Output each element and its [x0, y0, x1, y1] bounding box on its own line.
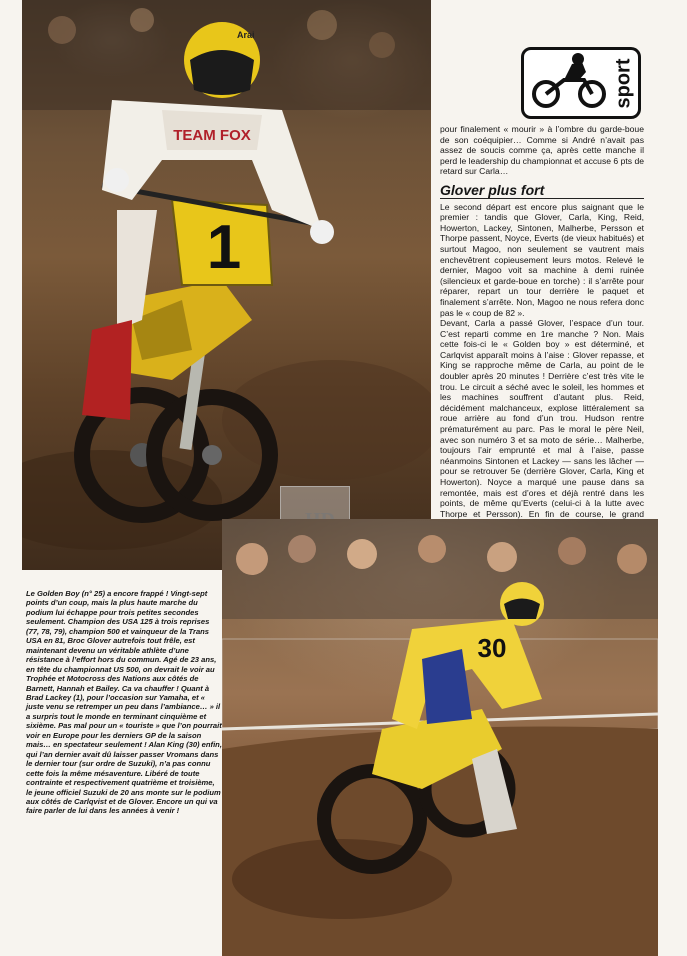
photo-lackey-rider	[22, 0, 431, 570]
helmet-brand: Arai	[237, 30, 255, 40]
jersey-text: TEAM FOX	[173, 127, 251, 144]
sport-word: sport	[612, 58, 635, 109]
section-subhead: Glover plus fort	[440, 185, 644, 199]
bib-number: 30	[477, 633, 507, 663]
column-paragraph-1: Le second départ est encore plus saignant que le premier : tandis que Glover, Carla, King, Reid, Howerton, Lackey, Sintonen, Malherbe, Persson et Thorpe passent, Noyce, Everts (de vieux habitués) et surtout Magoo, non seulement se vautrent mais enchevêtrent copieusement leurs motos. Relevé le dernier, Magoo voit sa machine à demi ruinée (silencieux et garde-boue en torche) : il s’arrête pour réparer, repart un tour derrière le paquet et finalement s’arrête. Non, Magoo ne nous refera donc pas le « coup de 82 ».	[440, 201, 644, 318]
front-plate-number: 1	[206, 213, 242, 282]
photo-caption: Le Golden Boy (n° 25) a encore frappé ! Vingt-sept points d’un coup, mais la plus haute marche du podium lui échappe pour trois petites secondes seulement. Champion des USA 125 à trois reprises (77, 78, 79), champion 500 et vainqueur de la Trans USA en 81, Broc Glover autrefois tout frêle, est maintenant devenu un véritable athlète d’une résistance à l’effort hors du commun. Agé de 23 ans, en tête du championnat US 500, on devrait le voir au Trophée et Motocross des Nations aux côtés de Barnett, Hannah et Bailey. Ca va chauffer ! Quant à Brad Lackey (1), pour l’occasion sur Yamaha, et « juste venu se retremper un peu dans l’ambiance… » il a surpris tout le monde en terminant cinquième et sixième. Pas mal pour un « touriste » que l’on pourrait voir en Europe pour les derniers GP de la saison mais… en spectateur seulement ! Alan King (30) enfin, qui l’an dernier avait dû laisser passer Vromans dans le dernier tour (sur ordre de Suzuki), n’a pas connu cette fois la même mésaventure. Libéré de toute contrainte et respectivement quatrième et troisième, le jeune officiel Suzuki de 20 ans monte sur le podium aux côtés de Carlqvist et de Glover. Encore un qui va faire parler de lui dans les années à venir !	[26, 589, 222, 816]
king-illustration	[222, 519, 658, 956]
photo-king-rider	[222, 519, 658, 956]
sport-section-logo	[521, 47, 641, 119]
lackey-illustration	[22, 0, 431, 570]
column-paragraph-2: Devant, Carla a passé Glover, l’espace d’un tour. C’est reparti comme en 1re manche ? Non. Mais cette fois-ci le « Golden boy » est déterminé, et Carlqvist apparaît moins à l’aise : Glover repasse, et King se rapproche même de Carla, au point de le doubler après 20 minutes ! Derrière c’est très vite le trou. Le circuit a séché avec le soleil, les hommes et les machines souffrent d’autant plus. Reid, décidément malchanceux, explose littéralement sa roue arrière au fond d’un trou. Hudson rentre prématurément au parc. Pas le moral le père Neil, avec son numéro 3 et sa moto de série… Malherbe, toujours l’air emprunté et mal à l’aise, passe néanmoins Sintonen et Lackey — sans les lâcher — pour se retrouver 5e (derrière Glover, Carla, King et Howerton). Noyce a marqué une pause dans sa remontée, mais est d’ores et déjà rentré dans les points, de même qu’Everts (celui-ci à la lutte avec Thorpe et Persson). En fin de course, le grand	[440, 318, 644, 519]
article-column	[440, 124, 644, 530]
column-intro: pour finalement « mourir » à l’ombre du garde-boue de son coéquipier… Comme si André n’avait pas assez de soucis comme ça, après cette manche il perd le leadership du championnat et accuse 6 pts de retard sur Carla…	[440, 124, 644, 177]
